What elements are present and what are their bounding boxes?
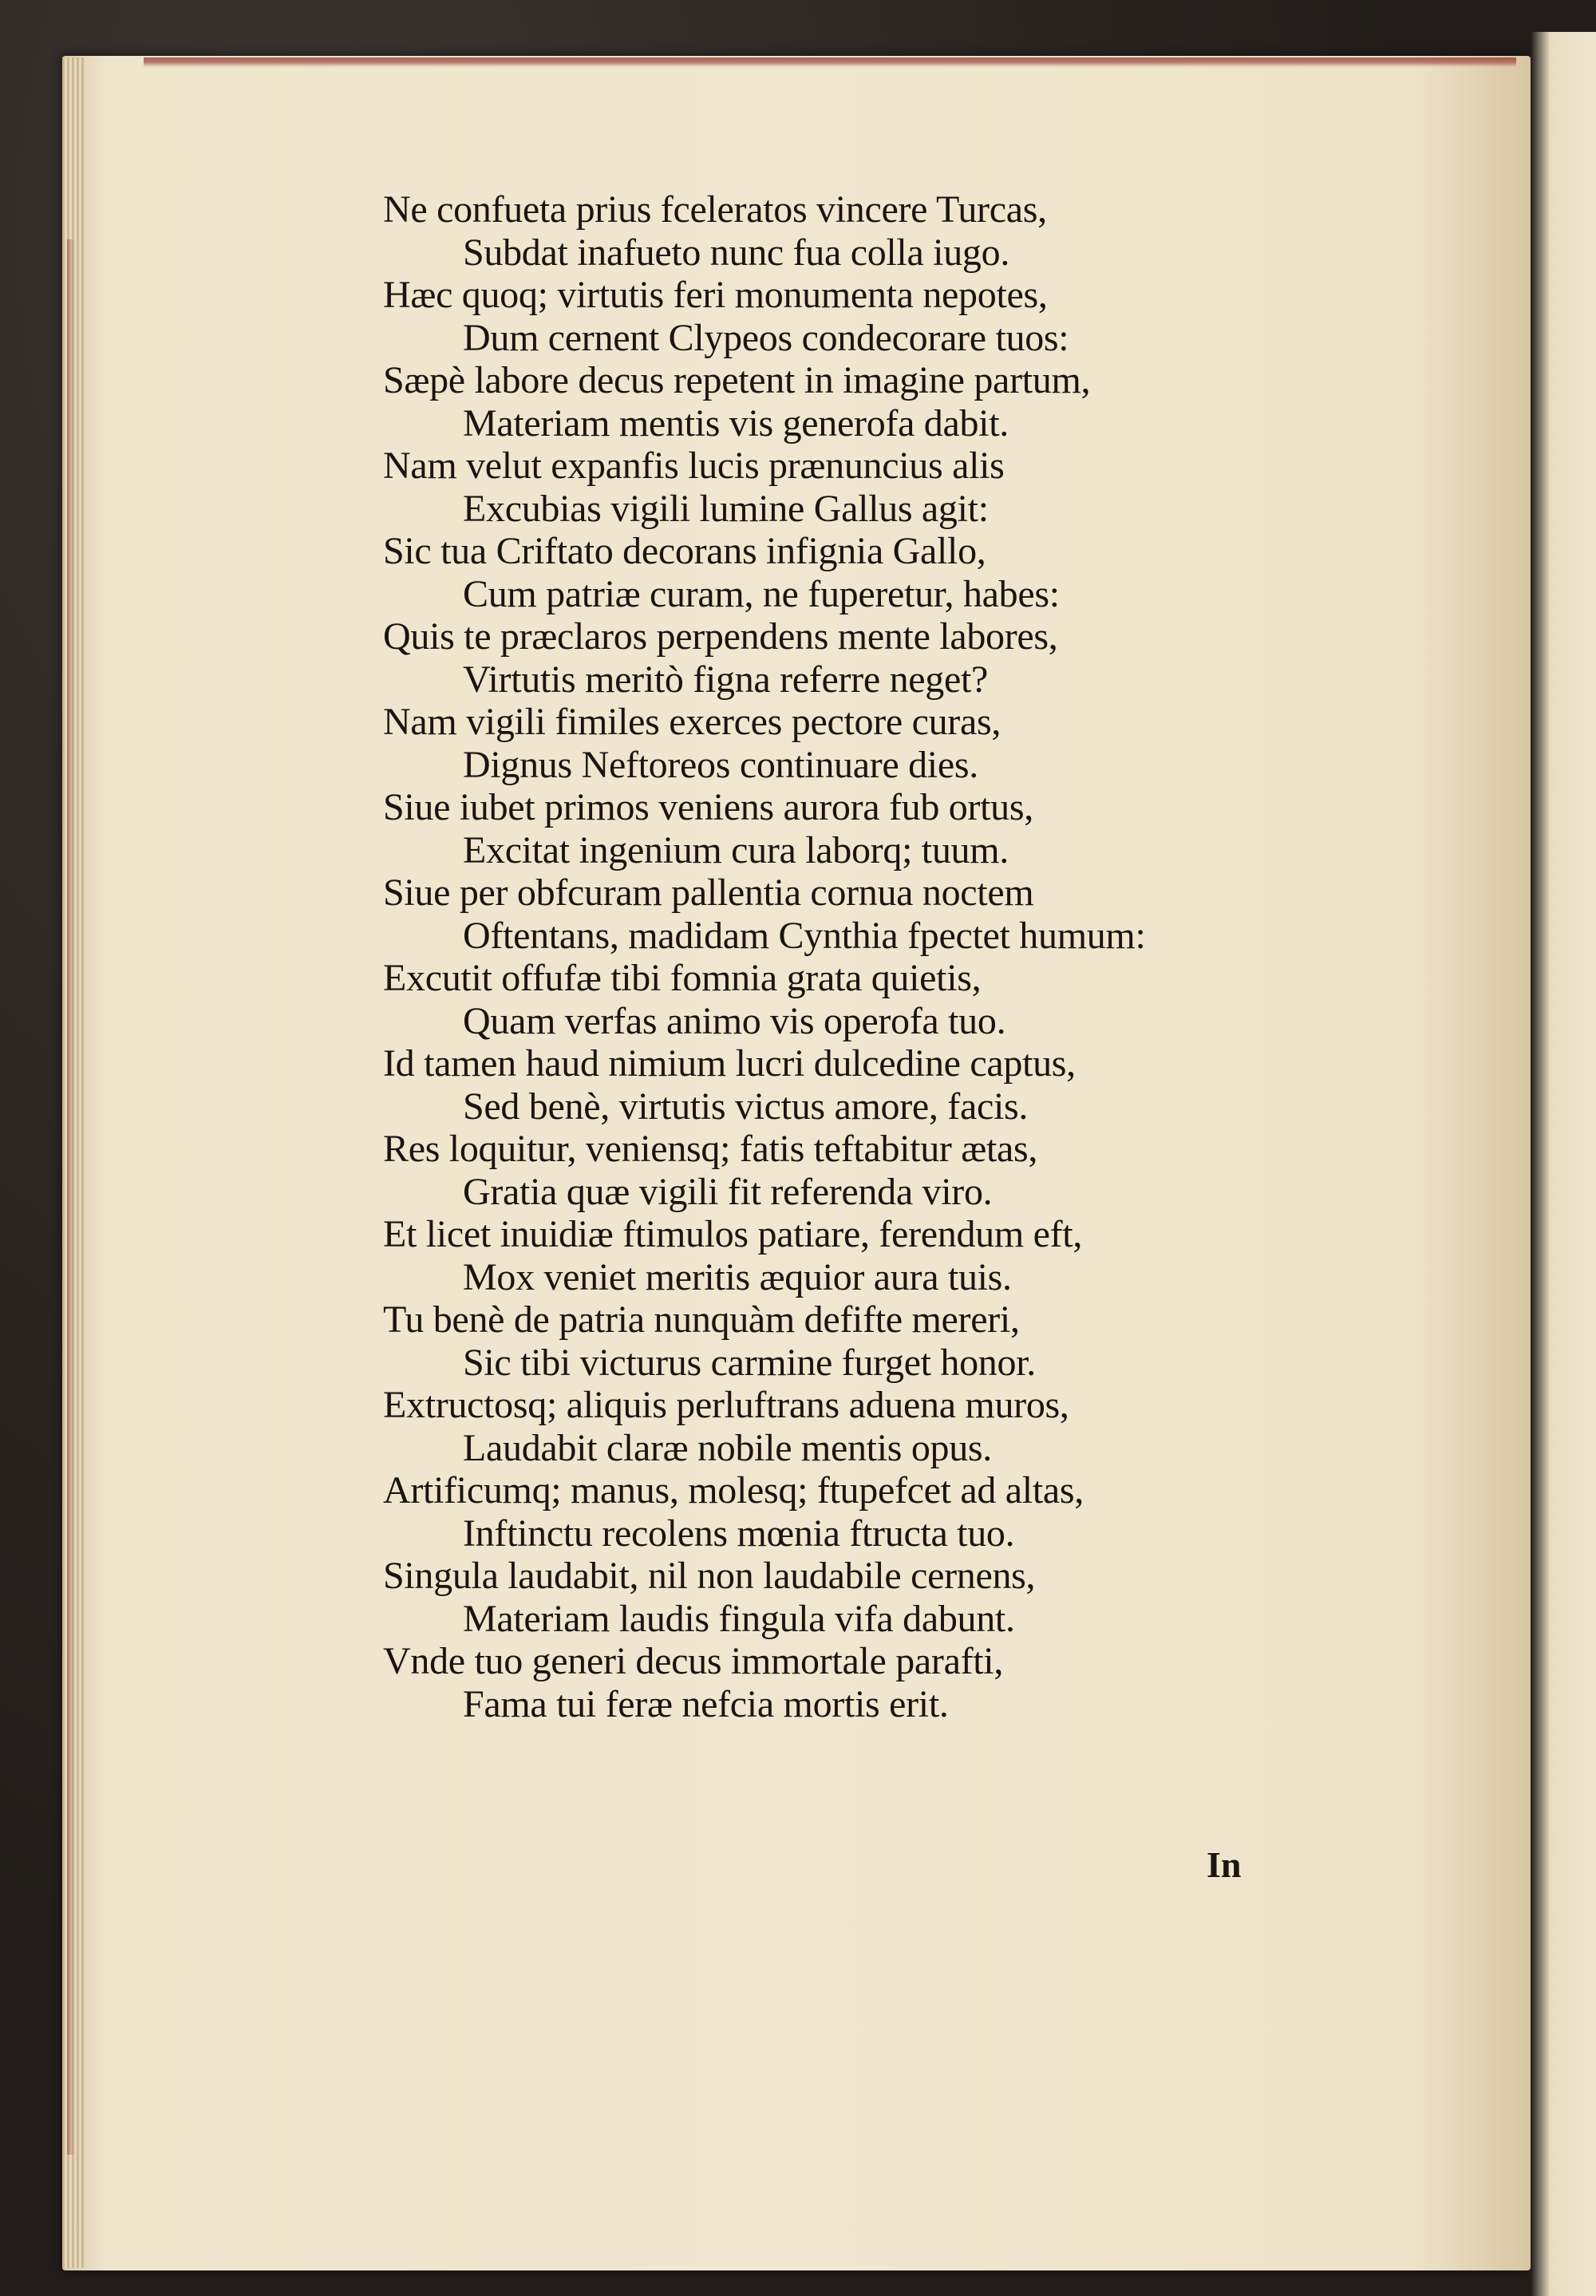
poem-line: Excubias vigili lumine Gallus agit: — [463, 487, 989, 530]
poem-line: Siue per obfcuram pallentia cornua noctem — [383, 871, 1034, 914]
poem-line: Laudabit claræ nobile mentis opus. — [463, 1426, 992, 1469]
poem-line: Cum patriæ curam, ne fuperetur, habes: — [463, 572, 1060, 615]
poem-line: Sæpè labore decus repetent in imagine partum, — [383, 359, 1091, 401]
poem-line: Excutit offufæ tibi fomnia grata quietis, — [383, 957, 982, 999]
poem-line: Subdat inafueto nunc fua colla iugo. — [463, 231, 1010, 274]
next-page-strip — [1531, 32, 1596, 2296]
poem-line: Tu benè de patria nunquàm defifte mereri, — [383, 1298, 1020, 1341]
catchword: In — [1207, 1844, 1242, 1885]
poem-line: Gratia quæ vigili fit referenda viro. — [463, 1170, 993, 1213]
poem-line: Quam verfas animo vis operofa tuo. — [463, 999, 1006, 1042]
poem-line: Mox veniet meritis æquior aura tuis. — [463, 1255, 1012, 1298]
poem-line: Quis te præclaros perpendens mente labores, — [383, 615, 1058, 658]
poem-text-block — [383, 188, 1277, 1725]
poem-line: Fama tui feræ nefcia mortis erit. — [463, 1682, 949, 1725]
red-page-edge-left — [67, 239, 75, 2155]
poem-line: Virtutis meritò figna referre neget? — [463, 658, 989, 701]
poem-line: Ne confueta prius fceleratos vincere Turcas, — [383, 188, 1047, 231]
poem-line: Materiam laudis fingula vifa dabunt. — [463, 1597, 1015, 1640]
poem-line: Siue iubet primos veniens aurora fub ortus, — [383, 786, 1033, 828]
poem-line: Singula laudabit, nil non laudabile cernens, — [383, 1555, 1036, 1597]
poem-line: Nam velut expanfis lucis prænuncius alis — [383, 445, 1005, 487]
red-page-edge-top — [144, 57, 1516, 67]
poem-line: Sed benè, virtutis victus amore, facis. — [463, 1085, 1029, 1128]
poem-line: Id tamen haud nimium lucri dulcedine captus, — [383, 1042, 1076, 1085]
poem-line: Oftentans, madidam Cynthia fpectet humum: — [463, 914, 1146, 957]
poem-line: Excitat ingenium cura laborq; tuum. — [463, 828, 1009, 871]
poem-line: Vnde tuo generi decus immortale parafti, — [383, 1640, 1004, 1682]
poem-line: Nam vigili fimiles exerces pectore curas, — [383, 701, 1001, 743]
poem-line: Artificumq; manus, molesq; ftupefcet ad altas, — [383, 1469, 1084, 1512]
poem-line: Inftinctu recolens mœnia ftructa tuo. — [463, 1512, 1015, 1555]
poem-line: Sic tibi victurus carmine furget honor. — [463, 1341, 1036, 1384]
poem-line: Dum cernent Clypeos condecorare tuos: — [463, 316, 1069, 359]
poem-line: Materiam mentis vis generofa dabit. — [463, 401, 1009, 445]
poem-line: Et licet inuidiæ ftimulos patiare, ferendum eft, — [383, 1213, 1083, 1255]
poem-line: Sic tua Criftato decorans infignia Gallo, — [383, 530, 986, 572]
poem-line: Res loquitur, veniensq; fatis teftabitur ætas, — [383, 1128, 1038, 1170]
poem-line: Extructosq; aliquis perluftrans aduena muros, — [383, 1384, 1069, 1426]
poem-line: Dignus Neftoreos continuare dies. — [463, 743, 978, 786]
poem-line: Hæc quoq; virtutis feri monumenta nepotes, — [383, 274, 1048, 316]
